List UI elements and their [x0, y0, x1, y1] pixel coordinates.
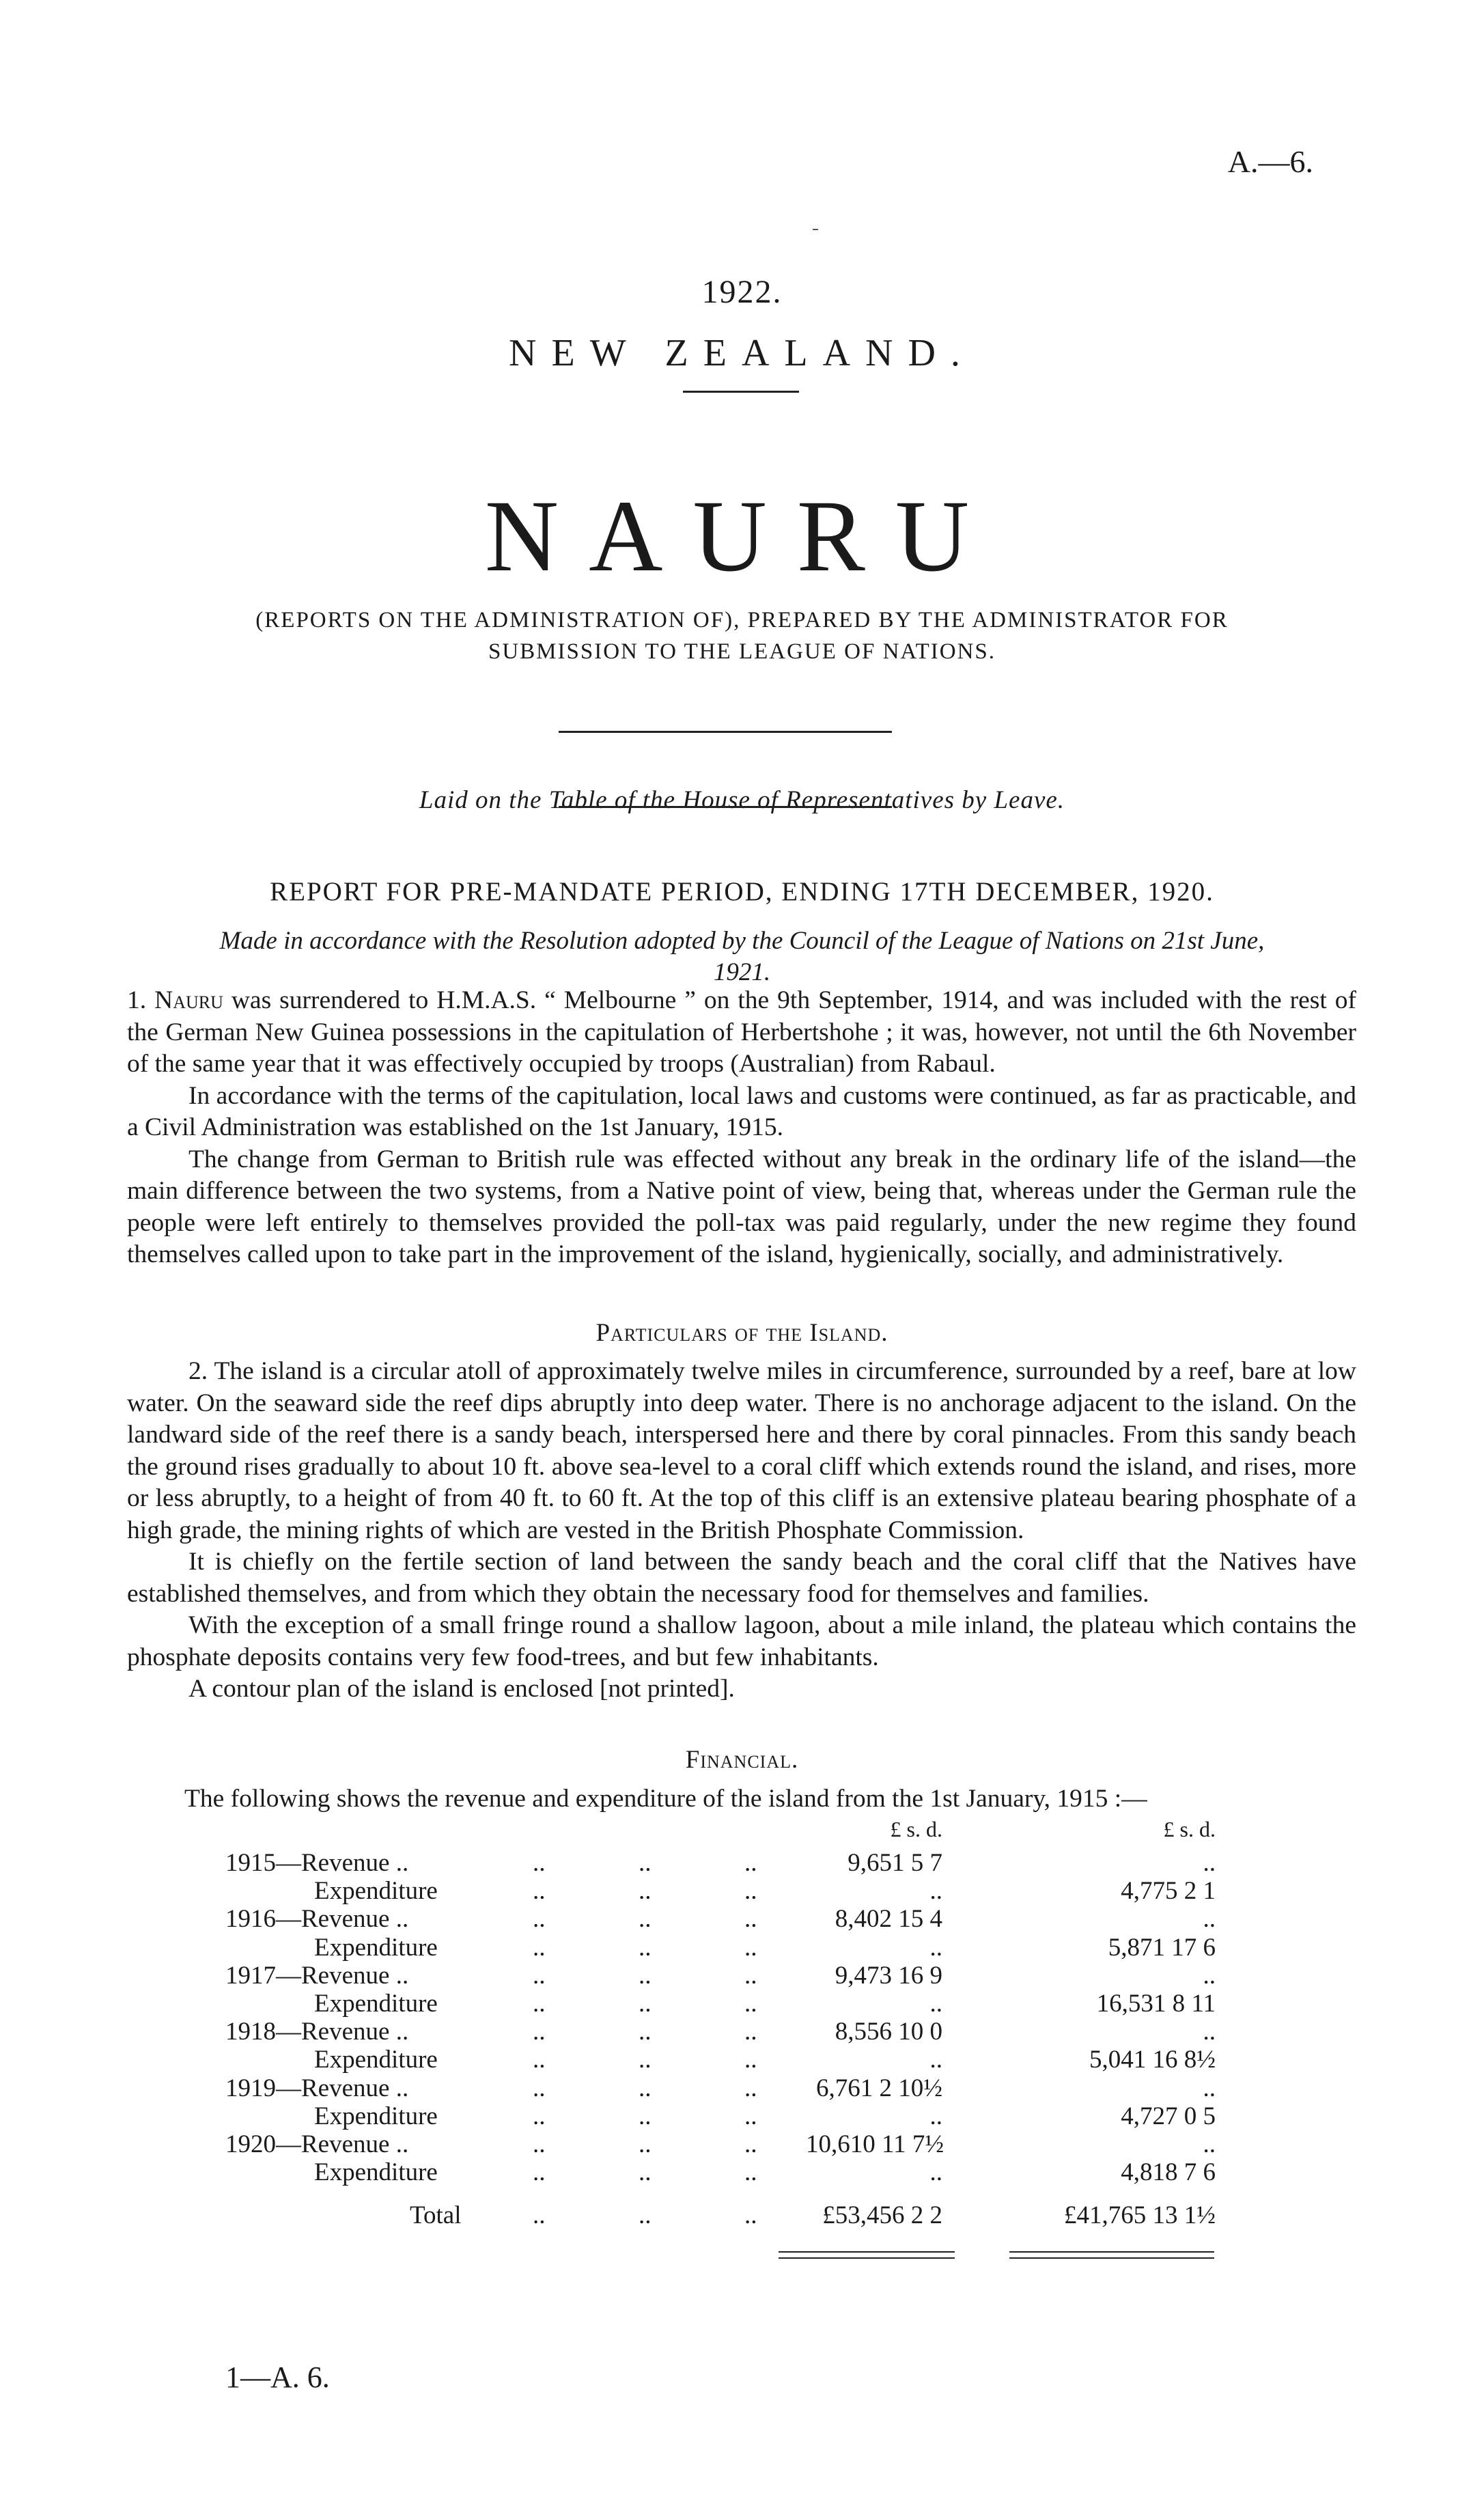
revenue-amount: 9,651 5 7	[848, 1849, 942, 1877]
leader-dots: ..	[639, 1990, 652, 2018]
expenditure-amount: 4,775 2 1	[1121, 1877, 1216, 1906]
table-row	[0, 1989, 1484, 2020]
divider-bottom	[559, 806, 892, 808]
revenue-amount: 9,473 16 9	[835, 1961, 942, 1990]
report-body	[127, 985, 1356, 1271]
leader-dots: ..	[639, 1877, 652, 1906]
row-label: Expenditure	[314, 2158, 438, 2187]
total-expenditure: £41,765 13 1½	[1064, 2201, 1216, 2229]
leader-dots: ..	[639, 2074, 652, 2102]
leader-dots: ..	[533, 2018, 546, 2046]
particulars-body	[127, 1356, 1356, 1705]
leader-dots: ..	[744, 2158, 757, 2187]
printer-mark	[813, 229, 818, 230]
expenditure-amount: 4,818 7 6	[1121, 2158, 1216, 2187]
financial-intro: The following shows the revenue and expenditure of the island from the 1st January, 1915 :—	[184, 1785, 1147, 1813]
row-label: 1919—Revenue ..	[225, 2074, 409, 2102]
leader-dots: ..	[744, 2074, 757, 2102]
row-label: Expenditure	[314, 1877, 438, 1906]
report-heading: REPORT FOR PRE-MANDATE PERIOD, ENDING 17TH DECEMBER, 1920.	[270, 877, 1214, 906]
subtitle-line: (REPORTS ON THE ADMINISTRATION OF), PREPARED BY THE ADMINISTRATOR FOR	[255, 608, 1229, 632]
revenue-amount: ..	[929, 1933, 942, 1962]
table-row	[0, 2102, 1484, 2133]
row-label: Expenditure	[314, 2046, 438, 2074]
expenditure-amount: 5,041 16 8½	[1089, 2046, 1216, 2074]
document-title: NAURU	[484, 479, 1000, 593]
column-head-revenue: £ s. d.	[890, 1817, 942, 1841]
leader-dots: ..	[533, 1933, 546, 1962]
total-revenue: £53,456 2 2	[822, 2201, 942, 2229]
row-label: Expenditure	[314, 2102, 438, 2130]
section-heading-financial: Financial.	[685, 1746, 799, 1774]
paragraph: With the exception of a small fringe round a shallow lagoon, about a mile inland, the plateau which contains the phosphate deposits contains very few food-trees, and but few inhabitants.	[127, 1611, 1356, 1671]
leader-dots: ..	[744, 2201, 757, 2229]
total-rule-expenditure	[1009, 2251, 1214, 2259]
revenue-amount: ..	[929, 1990, 942, 2018]
expenditure-amount: ..	[1203, 1961, 1216, 1990]
table-row	[0, 1933, 1484, 1964]
expenditure-amount: ..	[1203, 1905, 1216, 1934]
column-headers	[0, 1817, 1484, 1848]
total-row	[0, 2201, 1484, 2232]
revenue-amount: 10,610 11 7½	[806, 2130, 944, 2158]
paragraph: The change from German to British rule was effected without any break in the ordinary life of the island—the main difference between the two systems, from a Native point of view, being that, whereas under the German rule the people were left entirely to themselves provided the poll-tax was paid regularly, under the new regime they found themselves called upon to take part in the improvement of the island, hygienically, socially, and administratively.	[127, 1145, 1356, 1268]
table-row	[0, 1961, 1484, 1992]
resolution-line: 1921.	[713, 958, 771, 986]
leader-dots: ..	[744, 1961, 757, 1990]
leader-dots: ..	[744, 1933, 757, 1962]
publication-year: 1922.	[701, 274, 783, 310]
leader-dots: ..	[744, 1877, 757, 1906]
expenditure-amount: ..	[1203, 2074, 1216, 2102]
country-heading: NEW ZEALAND.	[509, 332, 975, 374]
row-label: Expenditure	[314, 1933, 438, 1962]
paragraph-text: was surrendered to H.M.A.S. “ Melbourne ” on the 9th September, 1914, and was included with the rest of the German New Guinea possessions in the capitulation of Herbertshohe ; it was, however, not until the 6th November of the same year that it was effectively occupied by troops (Australian) from Rabaul.	[127, 986, 1356, 1078]
row-label: 1918—Revenue ..	[225, 2018, 409, 2046]
row-label: 1920—Revenue ..	[225, 2130, 409, 2158]
leader-dots: ..	[533, 1990, 546, 2018]
leader-dots: ..	[639, 2130, 652, 2158]
leader-dots: ..	[639, 1961, 652, 1990]
row-label: Expenditure	[314, 1990, 438, 2018]
resolution-note	[0, 925, 1484, 988]
table-row	[0, 1904, 1484, 1936]
leader-dots: ..	[533, 2074, 546, 2102]
leader-dots: ..	[533, 1849, 546, 1877]
revenue-amount: 8,556 10 0	[835, 2018, 942, 2046]
revenue-amount: 8,402 15 4	[835, 1905, 942, 1934]
leader-dots: ..	[639, 1933, 652, 1962]
expenditure-amount: ..	[1203, 2018, 1216, 2046]
table-row	[0, 1848, 1484, 1880]
page-footer: 1—A. 6.	[225, 2360, 330, 2394]
column-head-expenditure: £ s. d.	[1163, 1817, 1216, 1841]
leader-dots: ..	[533, 2046, 546, 2074]
leader-dots: ..	[639, 1905, 652, 1934]
total-rule-revenue	[779, 2251, 955, 2259]
divider-top	[559, 731, 892, 733]
paragraph: In accordance with the terms of the capitulation, local laws and customs were continued, as far as practicable, and a Civil Administration was established on the 1st January, 1915.	[127, 1081, 1356, 1141]
row-label: 1917—Revenue ..	[225, 1961, 409, 1990]
leader-dots: ..	[533, 2201, 546, 2229]
laid-notice: Laid on the Table of the House of Representatives by Leave.	[419, 786, 1065, 814]
table-row	[0, 2158, 1484, 2189]
leader-dots: ..	[533, 2158, 546, 2187]
expenditure-amount: 4,727 0 5	[1121, 2102, 1216, 2130]
leader-dots: ..	[533, 2130, 546, 2158]
table-row	[0, 2074, 1484, 2105]
leader-dots: ..	[533, 1905, 546, 1934]
revenue-amount: ..	[929, 2046, 942, 2074]
leader-dots: ..	[744, 2018, 757, 2046]
expenditure-amount: 5,871 17 6	[1108, 1933, 1216, 1962]
divider-short	[683, 391, 799, 393]
paragraph: It is chiefly on the fertile section of land between the sandy beach and the coral cliff that the Natives have established themselves, and from which they obtain the necessary food for themselves and families.	[127, 1548, 1356, 1608]
paragraph: 2. The island is a circular atoll of approximately twelve miles in circumference, surrounded by a reef, bare at low water. On the seaward side the reef dips abruptly into deep water. There is no anchorage adjacent to the island. On the landward side of the reef there is a sandy beach, interspersed here and there by coral pinnacles. From this sandy beach the ground rises gradually to about 10 ft. above sea-level to a coral cliff which extends round the island, and rises, more or less abruptly, to a height of from 40 ft. to 60 ft. At the top of this cliff is an extensive plateau bearing phosphate of a high grade, the mining rights of which are vested in the British Phosphate Commission.	[127, 1357, 1356, 1544]
table-row	[0, 2045, 1484, 2076]
expenditure-amount: 16,531 8 11	[1096, 1990, 1216, 2018]
revenue-amount: 6,761 2 10½	[816, 2074, 942, 2102]
section-heading-particulars: Particulars of the Island.	[596, 1319, 888, 1347]
leader-dots: ..	[744, 1990, 757, 2018]
leader-dots: ..	[639, 1849, 652, 1877]
resolution-line: Made in accordance with the Resolution adopted by the Council of the League of Nations on 21st June,	[219, 927, 1265, 955]
total-label: Total	[410, 2201, 462, 2229]
table-row	[0, 1876, 1484, 1908]
document-subtitle	[0, 604, 1484, 667]
leader-dots: ..	[639, 2158, 652, 2187]
paragraph-lead: 1. Nauru	[127, 986, 223, 1014]
table-row	[0, 2017, 1484, 2048]
leader-dots: ..	[744, 2102, 757, 2130]
paragraph	[127, 985, 1356, 1081]
row-label: 1915—Revenue ..	[225, 1849, 409, 1877]
leader-dots: ..	[744, 2130, 757, 2158]
leader-dots: ..	[533, 1961, 546, 1990]
revenue-amount: ..	[929, 2158, 942, 2187]
paragraph: A contour plan of the island is enclosed [not printed].	[188, 1675, 735, 1703]
leader-dots: ..	[639, 2102, 652, 2130]
leader-dots: ..	[533, 1877, 546, 1906]
subtitle-line: SUBMISSION TO THE LEAGUE OF NATIONS.	[488, 639, 996, 664]
row-label: 1916—Revenue ..	[225, 1905, 409, 1934]
expenditure-amount: ..	[1203, 1849, 1216, 1877]
leader-dots: ..	[639, 2201, 652, 2229]
leader-dots: ..	[744, 2046, 757, 2074]
leader-dots: ..	[744, 1849, 757, 1877]
leader-dots: ..	[639, 2046, 652, 2074]
leader-dots: ..	[533, 2102, 546, 2130]
leader-dots: ..	[639, 2018, 652, 2046]
revenue-amount: ..	[929, 2102, 942, 2130]
expenditure-amount: ..	[1203, 2130, 1216, 2158]
leader-dots: ..	[744, 1905, 757, 1934]
document-reference: A.—6.	[1227, 144, 1313, 179]
table-row	[0, 2130, 1484, 2161]
revenue-amount: ..	[929, 1877, 942, 1906]
